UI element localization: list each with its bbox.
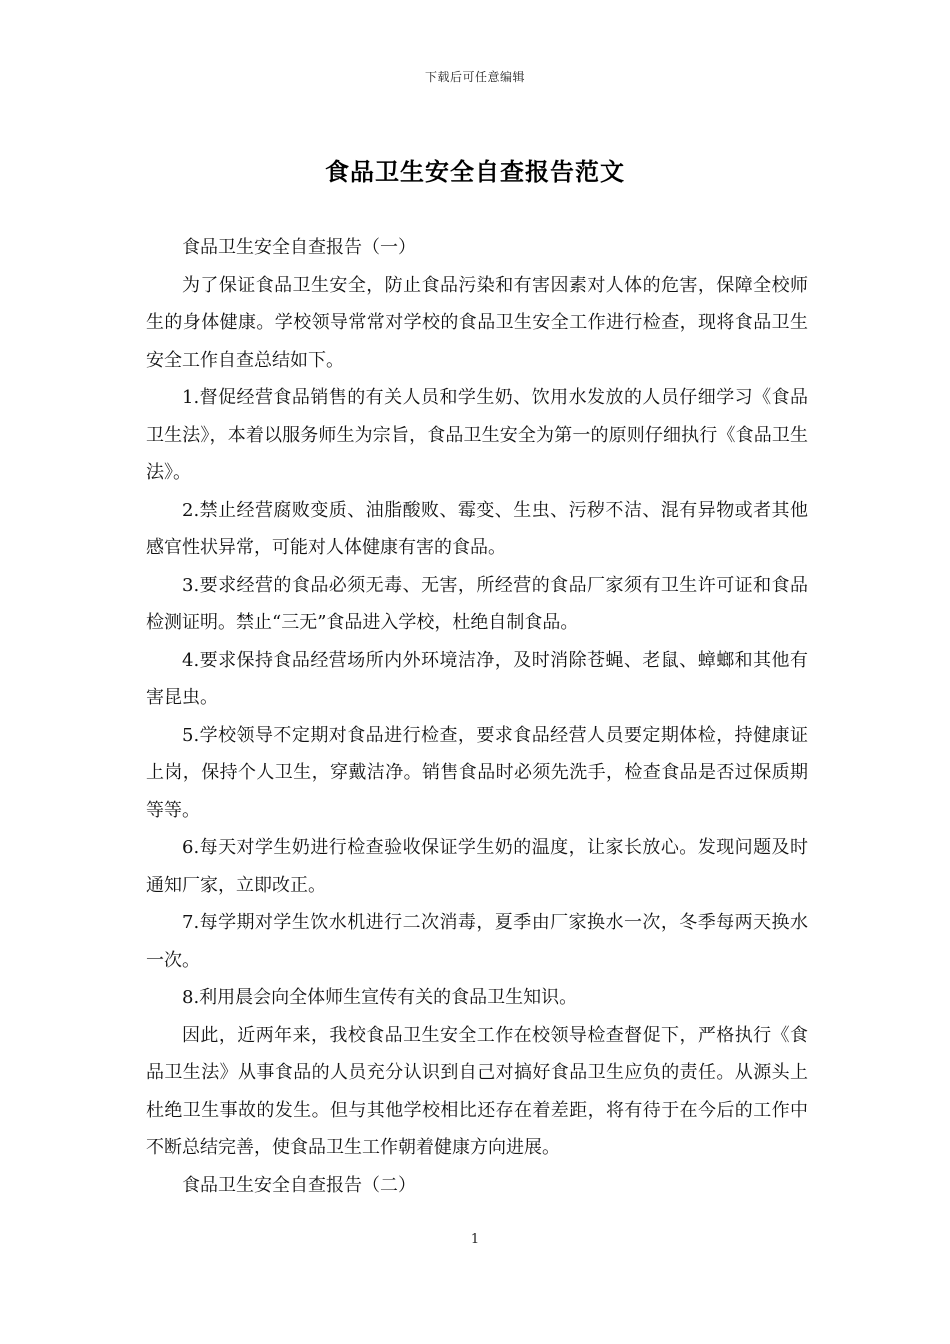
- list-item-6: 6.每天对学生奶进行检查验收保证学生奶的温度，让家长放心。发现问题及时通知厂家，立即改正。: [146, 837, 808, 896]
- intro-paragraph: 为了保证食品卫生安全，防止食品污染和有害因素对人体的危害，保障全校师生的身体健康。学校领导常常对学校的食品卫生安全工作进行检查，现将食品卫生安全工作自查总结如下。: [146, 274, 808, 371]
- document-body: [146, 229, 808, 1204]
- list-item-2: 2.禁止经营腐败变质、油脂酸败、霉变、生虫、污秽不洁、混有异物或者其他感官性状异常，可能对人体健康有害的食品。: [146, 499, 808, 558]
- list-item-3: 3.要求经营的食品必须无毒、无害，所经营的食品厂家须有卫生许可证和食品检测证明。禁止“三无”食品进入学校，杜绝自制食品。: [146, 574, 808, 633]
- list-item-5: 5.学校领导不定期对食品进行检查，要求食品经营人员要定期体检，持健康证上岗，保持个人卫生，穿戴洁净。销售食品时必须先洗手，检查食品是否过保质期等等。: [146, 724, 808, 821]
- section-heading-2: 食品卫生安全自查报告（二）: [182, 1174, 416, 1196]
- list-item-8: 8.利用晨会向全体师生宣传有关的食品卫生知识。: [182, 987, 578, 1008]
- conclusion-paragraph: 因此，近两年来，我校食品卫生安全工作在校领导检查督促下，严格执行《食品卫生法》从事食品的人员充分认识到自己对搞好食品卫生应负的责任。从源头上杜绝卫生事故的发生。但与其他学校相比还存在着差距，将有待于在今后的工作中不断总结完善，使食品卫生工作朝着健康方向进展。: [146, 1024, 808, 1158]
- page-number: 1: [470, 1232, 480, 1247]
- document-title: 食品卫生安全自查报告范文: [325, 157, 625, 186]
- list-item-1: 1.督促经营食品销售的有关人员和学生奶、饮用水发放的人员仔细学习《食品卫生法》，本着以服务师生为宗旨，食品卫生安全为第一的原则仔细执行《食品卫生法》。: [146, 387, 808, 483]
- page-header-note: 下载后可任意编辑: [424, 70, 525, 84]
- section-heading-1: 食品卫生安全自查报告（一）: [182, 237, 416, 258]
- list-item-4: 4.要求保持食品经营场所内外环境洁净，及时消除苍蝇、老鼠、蟑螂和其他有害昆虫。: [146, 649, 808, 708]
- list-item-7: 7.每学期对学生饮水机进行二次消毒，夏季由厂家换水一次，冬季每两天换水一次。: [146, 912, 808, 971]
